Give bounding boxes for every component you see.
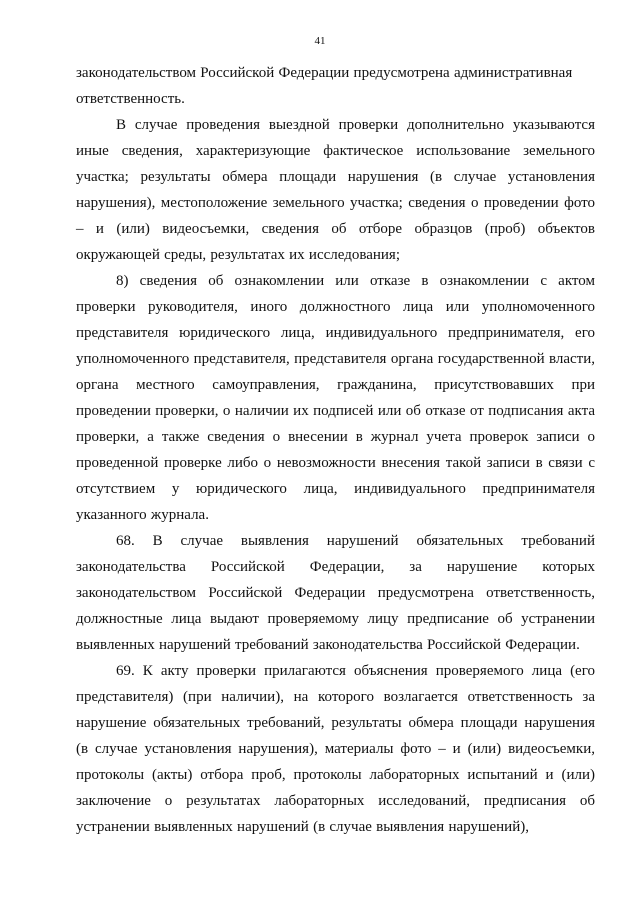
paragraph-onsite-inspection-details: В случае проведения выездной проверки дополнительно указываются иные сведения, характеризующие фактическое использование земельного участка; результаты обмера площади нарушения (в случае установления нарушения), местоположение земельного участка; сведения о проведении фото – и (или) видеосъемки, сведения об отборе образцов (проб) объектов окружающей среды, результатах их исследования; (76, 117, 595, 263)
page-number: 41 (314, 35, 326, 47)
paragraph-69-act-attachments: 69. К акту проверки прилагаются объяснения проверяемого лица (его представителя) (при наличии), на которого возлагается ответственность за нарушение обязательных требований, результаты обмера площади нарушения (в случае установления нарушения), материалы фото – и (или) видеосъемки, протоколы (акты) отбора проб, протоколы лабораторных испытаний и (или) заключение о результатах лабораторных исследований, предписания об устранении выявленных нарушений (в случае выявления нарушений), (76, 663, 595, 835)
paragraph-item-8-acquaintance: 8) сведения об ознакомлении или отказе в ознакомлении с актом проверки руководителя, иного должностного лица или уполномоченного представителя юридического лица, индивидуального предпринимателя, его уполномоченного представителя, представителя органа государственной власти, органа местного самоуправления, гражданина, присутствовавших при проведении проверки, о наличии их подписей или об отказе от подписания акта проверки, а также сведения о внесении в журнал учета проверок записи о проведенной проверке либо о невозможности внесения такой записи в связи с отсутствием у юридического лица, индивидуального предпринимателя указанного журнала. (76, 273, 595, 523)
paragraph-liability-continuation: законодательством Российской Федерации предусмотрена административная ответственность. (76, 65, 573, 107)
document-body (76, 60, 595, 840)
paragraph-68-violations-order: 68. В случае выявления нарушений обязательных требований законодательства Российской Федерации, за нарушение которых законодательством Российской Федерации предусмотрена ответственность, должностные лица выдают проверяемому лицу предписание об устранении выявленных нарушений требований законодательства Российской Федерации. (76, 533, 595, 653)
